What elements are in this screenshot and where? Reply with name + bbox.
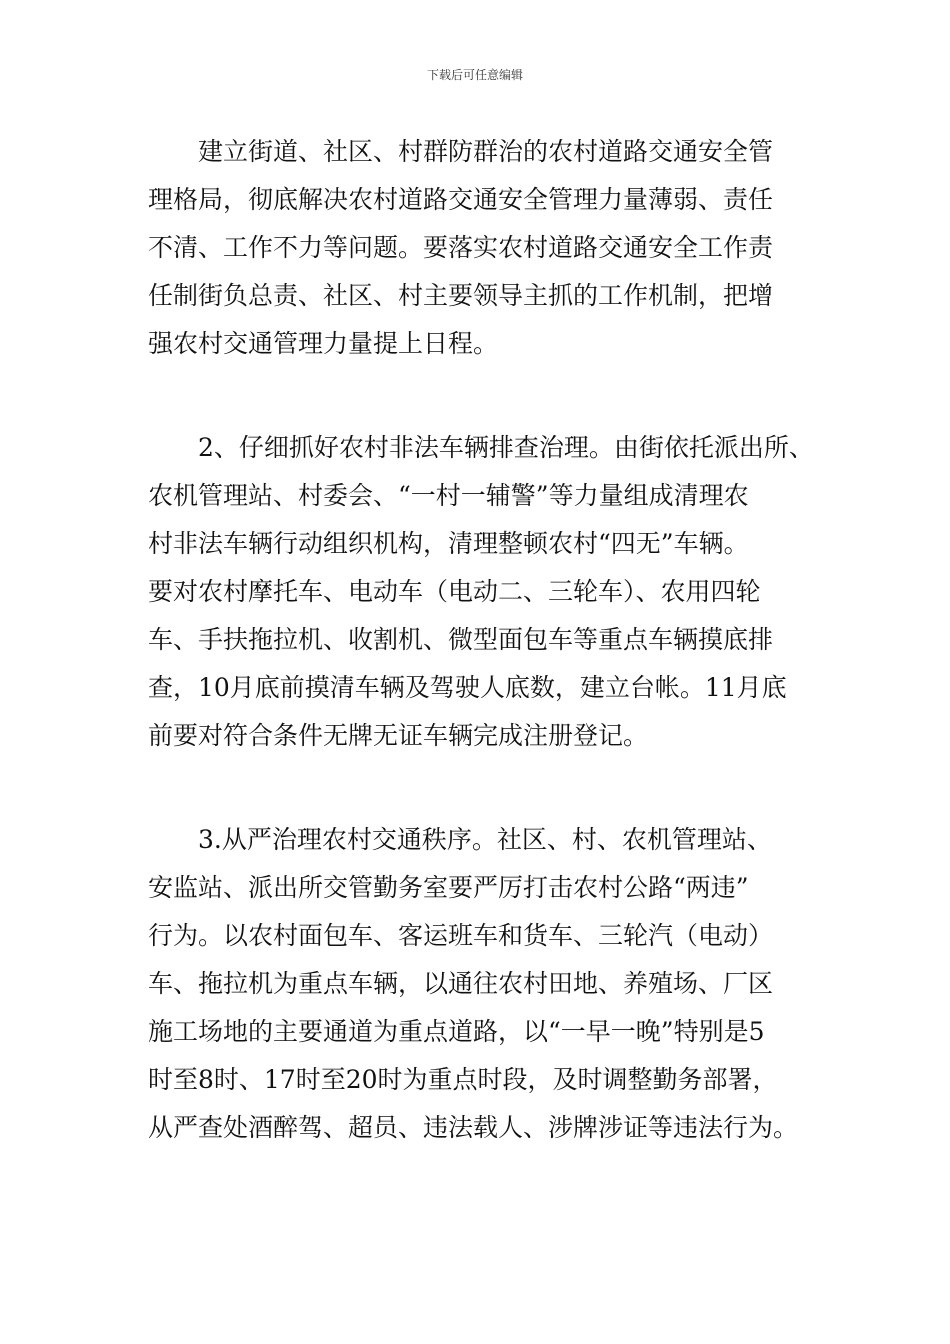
paragraph-line: 3.从严治理农村交通秩序。社区、村、农机管理站、 (148, 825, 772, 854)
paragraph-line: 车、手扶拖拉机、收割机、微型面包车等重点车辆摸底排 (148, 625, 774, 654)
paragraph-line: 车、拖拉机为重点车辆，以通往农村田地、养殖场、厂区 (148, 969, 774, 998)
paragraph-line: 2、仔细抓好农村非法车辆排查治理。由街依托派出所、 (148, 433, 814, 462)
paragraph-line: 强农村交通管理力量提上日程。 (148, 329, 499, 358)
header-note: 下载后可任意编辑 (426, 68, 523, 82)
paragraph-line: 要对农村摩托车、电动车（电动二、三轮车）、农用四轮 (148, 577, 761, 606)
paragraph-line: 时至8时、17时至20时为重点时段，及时调整勤务部署， (148, 1065, 778, 1094)
paragraph-line: 任制街负总责、社区、村主要领导主抓的工作机制，把增 (148, 281, 774, 310)
paragraph-2 (148, 424, 838, 760)
paragraph-line: 建立街道、社区、村群防群治的农村道路交通安全管 (148, 137, 774, 166)
paragraph-line: 农机管理站、村委会、“一村一辅警”等力量组成清理农 (148, 481, 749, 510)
paragraph-line: 不清、工作不力等问题。要落实农村道路交通安全工作责 (148, 233, 774, 262)
paragraph-line: 安监站、派出所交管勤务室要严厉打击农村公路“两违” (148, 873, 749, 902)
paragraph-3 (148, 816, 838, 1152)
paragraph-line: 查，10月底前摸清车辆及驾驶人底数，建立台帐。11月底 (148, 673, 787, 702)
paragraph-line: 理格局，彻底解决农村道路交通安全管理力量薄弱、责任 (148, 185, 774, 214)
paragraph-line: 从严查处酒醉驾、超员、违法载人、涉牌涉证等违法行为。 (148, 1113, 799, 1142)
paragraph-line: 村非法车辆行动组织机构，清理整顿农村“四无”车辆。 (148, 529, 749, 558)
paragraph-line: 施工场地的主要通道为重点道路，以“一早一晚”特别是5 (148, 1017, 765, 1046)
paragraph-line: 行为。以农村面包车、客运班车和货车、三轮汽（电动） (148, 921, 774, 950)
paragraph-line: 前要对符合条件无牌无证车辆完成注册登记。 (148, 721, 649, 750)
paragraph-1 (148, 128, 838, 368)
